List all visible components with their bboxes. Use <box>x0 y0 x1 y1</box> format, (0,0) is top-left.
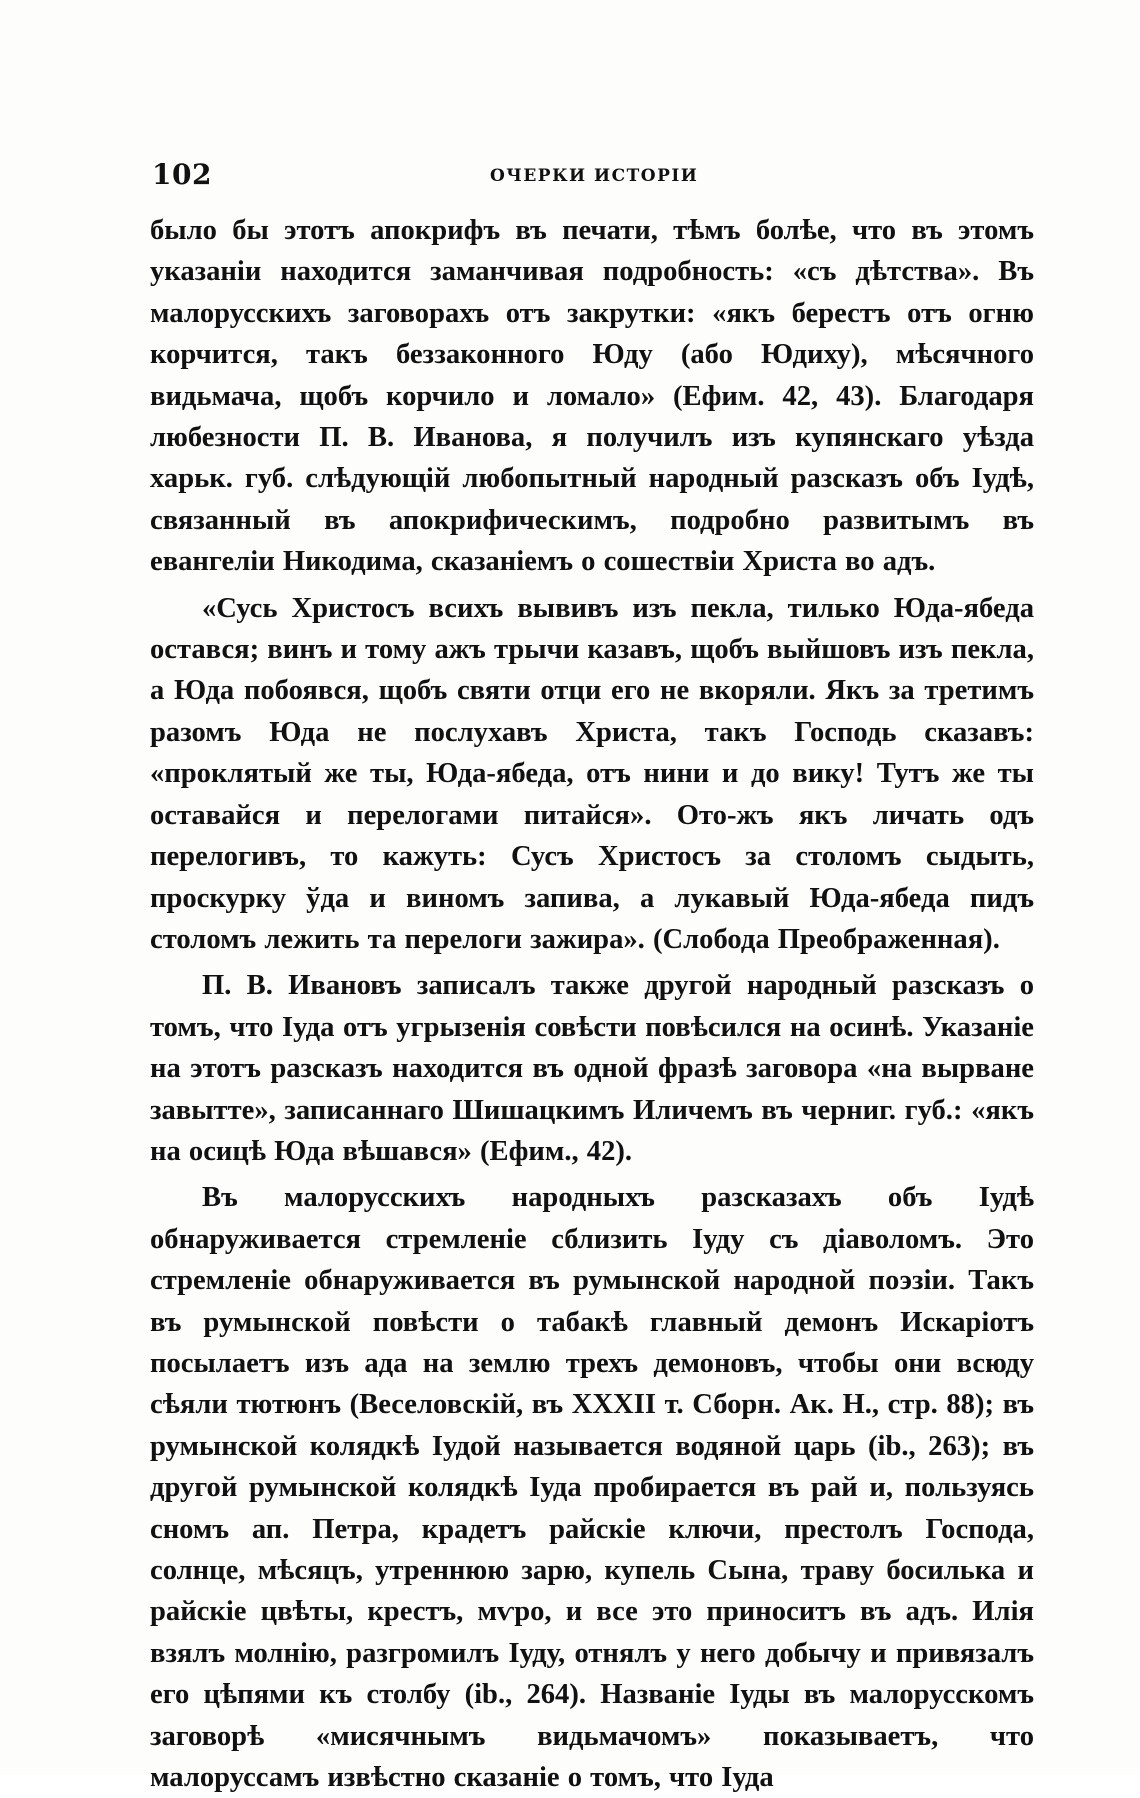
running-title: ОЧЕРКИ ИСТОРІИ <box>490 166 699 186</box>
page-number: 102 <box>152 158 212 191</box>
paragraph-ivanov-record: П. В. Ивановъ записалъ также другой народный разсказъ о томъ, что Іуда отъ угрызенія совѣсти повѣсился на осинѣ. Указаніе на этотъ разсказъ находится въ одной фразѣ заговора «на вырване завытте», записаннаго Шишацкимъ Иличемъ въ черниг. губ.: «якъ на осицѣ Юда вѣшався» (Ефим., 42). <box>150 970 1034 1167</box>
page-header <box>152 158 1032 192</box>
paragraph-romanian-poetry: Въ малорусскихъ народныхъ разсказахъ объ Іудѣ обнаруживается стремленіе сблизить Іуду съ діаволомъ. Это стремленіе обнаруживается въ румынской народной поэзіи. Такъ въ румынской повѣсти о табакѣ главный демонъ Искаріотъ посылаетъ изъ ада на землю трехъ демоновъ, чтобы они всюду сѣяли тютюнъ (Веселовскій, въ XXXII т. Сборн. Ак. Н., стр. 88); въ румынской колядкѣ Іудой называется водяной царь (ib., 263); въ другой румынской колядкѣ Іуда пробирается въ рай и, пользуясь сномъ ап. Петра, крадетъ райскіе ключи, престолъ Господа, солнце, мѣсяцъ, утреннюю зарю, купель Сына, траву босилька и райскіе цвѣты, крестъ, мѵро, и все это приноситъ въ адъ. Илія взялъ молнію, разгромилъ Іуду, отнялъ у него добычу и привязалъ его цѣпями къ столбу (ib., 264). Названіе Іуды въ малорусскомъ заговорѣ «мисячнымъ видьмачомъ» показываетъ, что малоруссамъ извѣстно сказаніе о томъ, что Іуда <box>150 1182 1034 1794</box>
body-text <box>150 210 1034 1798</box>
paragraph-continued: было бы этотъ апокрифъ въ печати, тѣмъ болѣе, что въ этомъ указаніи находится заманчивая подробность: «съ дѣтства». Въ малорусскихъ заговорахъ отъ закрутки: «якъ берестъ отъ огню корчится, такъ беззаконного Юду (або Юдиху), мѣсячного видьмача, щобъ корчило и ломало» (Ефим. 42, 43). Благодаря любезности П. В. Иванова, я получилъ изъ купянскаго уѣзда харьк. губ. слѣдующій любопытный народный разсказъ объ Іудѣ, связанный въ апокрифическимъ, подробно развитымъ въ евангеліи Никодима, сказаніемъ о сошествіи Христа во адъ. <box>150 215 1034 578</box>
paragraph-folk-tale-quote: «Сусь Христосъ всихъ вывивъ изъ пекла, тилько Юда-ябеда остався; винъ и тому ажъ трычи казавъ, щобъ выйшовъ изъ пекла, а Юда побоявся, щобъ святи отци его не вкоряли. Якъ за третимъ разомъ Юда не послухавъ Христа, такъ Господь сказавъ: «проклятый же ты, Юда-ябеда, отъ нини и до вику! Тутъ же ты оставайся и перелогами питайся». Ото-жъ якъ личать одъ перелогивъ, то кажуть: Сусъ Христосъ за столомъ сыдыть, проскурку ўда и виномъ запива, а лукавый Юда-ябеда пидъ столомъ лежить та перелоги зажира». (Слобода Преображенная). <box>150 592 1034 955</box>
